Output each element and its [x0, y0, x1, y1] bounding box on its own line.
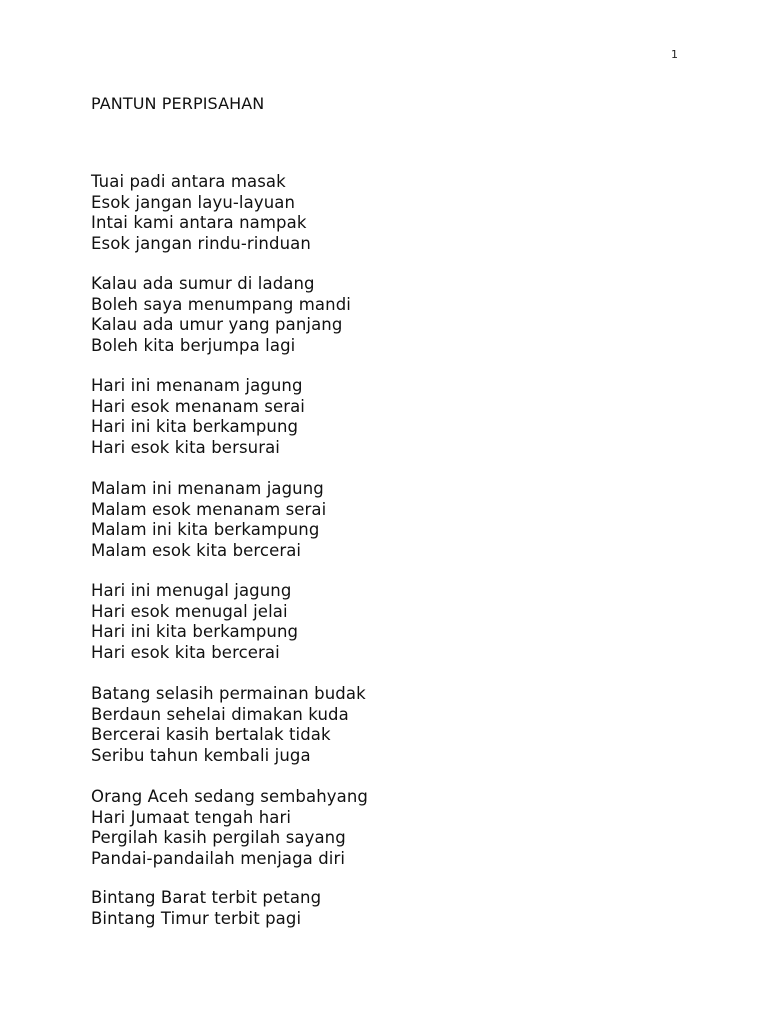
poem-line: Hari esok menugal jelai: [91, 601, 288, 621]
stanza: [91, 684, 366, 767]
document-title: PANTUN PERPISAHAN: [91, 94, 265, 113]
poem-line: Hari esok menanam serai: [91, 396, 305, 416]
poem-line: Kalau ada umur yang panjang: [91, 315, 343, 335]
poem-line: Hari esok kita bersurai: [91, 438, 280, 458]
stanza: [91, 479, 326, 562]
stanza: [91, 787, 368, 870]
poem-line: Orang Aceh sedang sembahyang: [91, 787, 368, 806]
poem-line: Hari ini kita berkampung: [91, 622, 299, 642]
poem-line: Hari ini menugal jagung: [91, 581, 292, 600]
poem-line: Malam ini menanam jagung: [91, 479, 324, 498]
poem-line: Hari ini menanam jagung: [91, 376, 303, 395]
poem-line: Malam esok menanam serai: [91, 499, 327, 519]
stanza: [91, 274, 351, 357]
stanza: [91, 581, 298, 664]
poem-line: Pergilah kasih pergilah sayang: [91, 828, 346, 848]
poem-line: Boleh kita berjumpa lagi: [91, 336, 296, 356]
poem-line: Intai kami antara nampak: [91, 213, 307, 233]
poem-line: Malam ini kita berkampung: [91, 520, 320, 540]
poem-line: Bintang Barat terbit petang: [91, 888, 322, 907]
stanza: [91, 172, 311, 255]
poem-line: Berdaun sehelai dimakan kuda: [91, 704, 349, 724]
poem-line: Hari esok kita bercerai: [91, 643, 280, 663]
poem-line: Batang selasih permainan budak: [91, 684, 366, 703]
stanza: [91, 888, 321, 929]
poem-line: Bercerai kasih bertalak tidak: [91, 725, 331, 745]
poem-line: Boleh saya menumpang mandi: [91, 294, 351, 314]
poem-line: Esok jangan layu-layuan: [91, 192, 296, 212]
poem-line: Esok jangan rindu-rinduan: [91, 234, 311, 254]
poem-line: Tuai padi antara masak: [91, 172, 286, 191]
poem-line: Kalau ada sumur di ladang: [91, 274, 315, 293]
poem-line: Hari Jumaat tengah hari: [91, 807, 292, 827]
poem-line: Malam esok kita bercerai: [91, 541, 302, 561]
stanza: [91, 376, 305, 459]
poem-line: Hari ini kita berkampung: [91, 417, 299, 437]
page-number: 1: [671, 48, 678, 61]
poem-line: Pandai-pandailah menjaga diri: [91, 849, 346, 869]
poem-line: Seribu tahun kembali juga: [91, 746, 311, 766]
poem-line: Bintang Timur terbit pagi: [91, 908, 302, 928]
